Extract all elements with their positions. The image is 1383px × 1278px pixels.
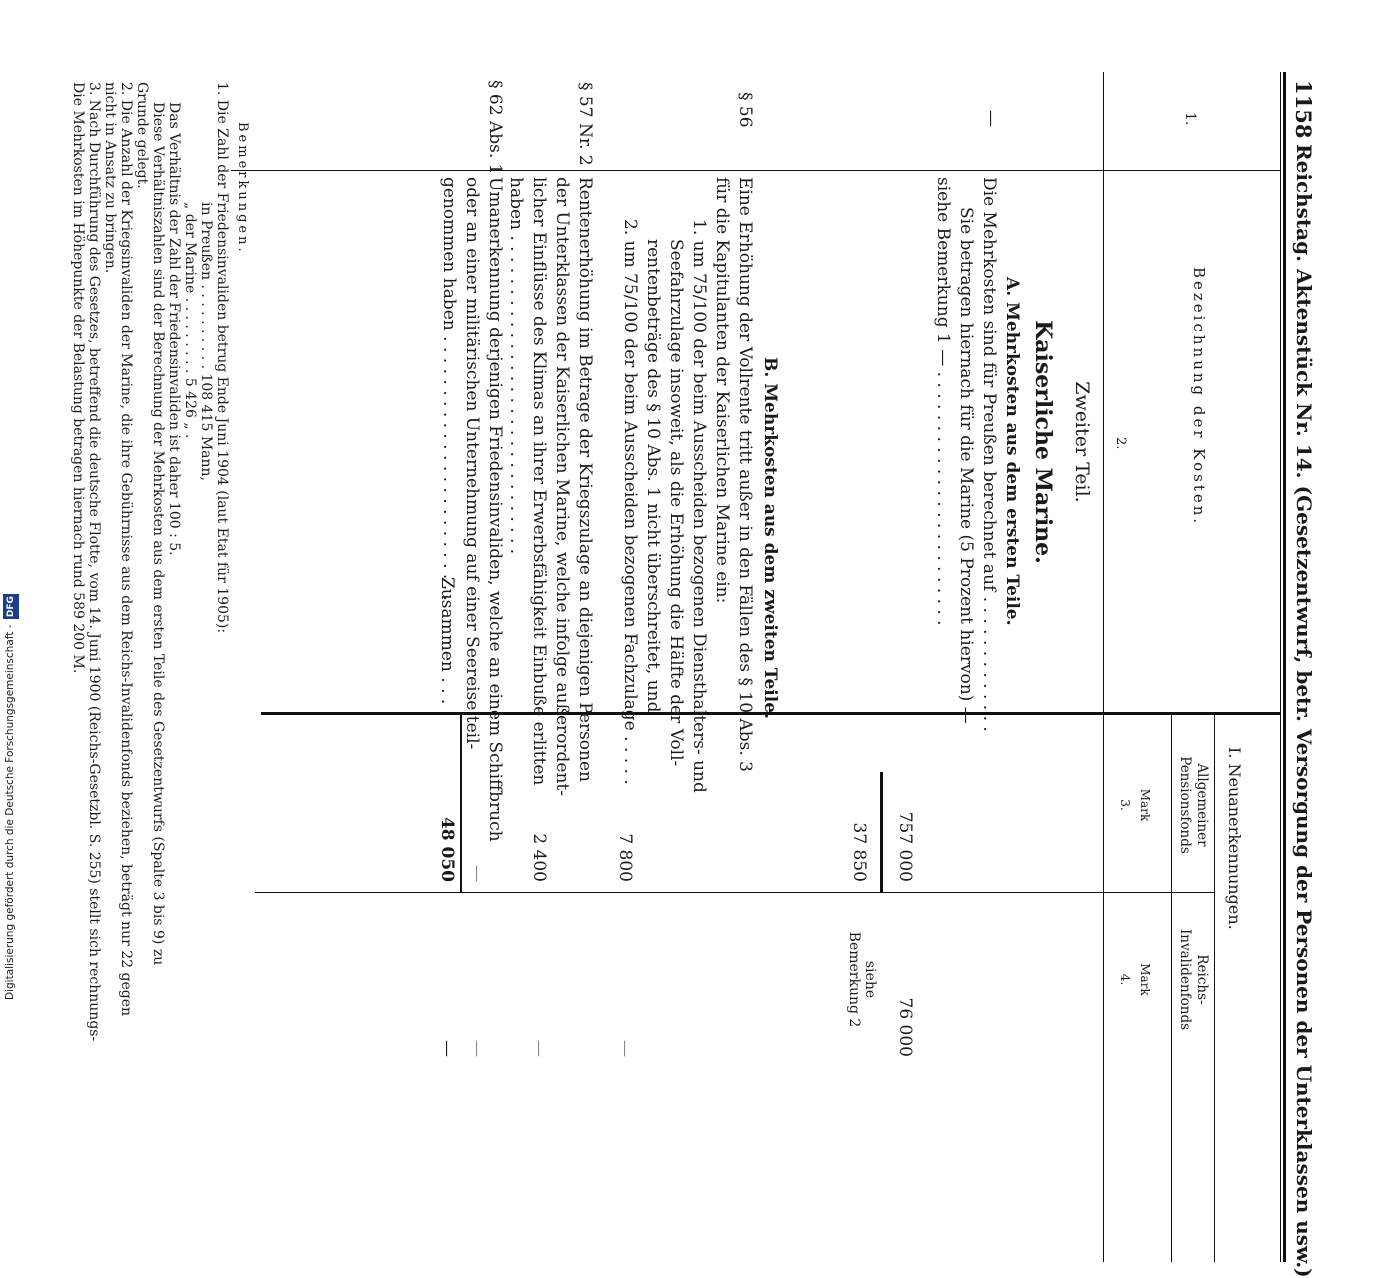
row4-ref: § 62 Abs. 1 xyxy=(485,80,505,175)
row4-text: Umanerkennung derjenigen Friedensinvaliden, welche an einem Schiffbruch oder an einer militärischen Unternehmung auf einer Seereise teil- genommen haben . . . . . . . . . . . . . . . . . . . . . . . . . xyxy=(439,177,505,842)
total-col3: 48 050 xyxy=(437,816,457,882)
col1-divider xyxy=(231,170,1281,171)
col2-title: Bezeichnung der Kosten. xyxy=(1190,267,1208,527)
col3-divider xyxy=(255,892,1215,893)
remarks-title: Bemerkungen. xyxy=(235,122,250,255)
row1-col4-b: siehe Bemerkung 2 xyxy=(846,931,878,1028)
total-label: Zusammen . . . xyxy=(437,577,457,705)
row1-ref: — xyxy=(981,110,1001,127)
part-title: Zweiter Teil. xyxy=(1071,381,1093,503)
row1-col4-a: 76 000 xyxy=(895,997,915,1057)
row2-ref: § 56 xyxy=(735,92,755,128)
digitization-credit xyxy=(2,596,22,1000)
col4-number: 4. xyxy=(1118,973,1132,986)
credit-text: Digitalisierung gefördert durch die Deutsche Forschungsgemeinschaft - xyxy=(4,624,16,1000)
row2-col3: 7 800 xyxy=(615,833,635,882)
row3-col4: — xyxy=(529,1040,549,1057)
total-col4: — xyxy=(437,1040,457,1057)
subsection-b: B. Mehrkosten aus dem zweiten Teile. xyxy=(760,357,780,719)
running-title: Reichstag. Aktenstück Nr. 14. (Gesetzentwurf, betr. Versorgung der Personen der Unterklassen usw.) xyxy=(1292,144,1316,1278)
subsection-a: A. Mehrkosten aus dem ersten Teile. xyxy=(1002,277,1022,626)
row2-col4: — xyxy=(615,1040,635,1057)
table-top-rule xyxy=(1283,72,1286,1262)
navy-title: Kaiserliche Marine. xyxy=(1030,320,1056,564)
col3-number: 3. xyxy=(1118,799,1132,811)
col3-unit: Mark xyxy=(1138,788,1152,822)
col3-subtotal-rule xyxy=(880,772,883,892)
remarks-body: 1. Die Zahl der Friedensinvaliden betrug Ende Juni 1904 (laut Etat für 1905): in Preußen . . . . . . . . . . 108 415 Mann, „ der Marine . . . . . . . . . 5 426 „ . Das Verhältnis der Zahl der Friedensinvaliden ist daher 100 : 5. Diese Verhältniszahlen sind der Berechnung der Mehrkosten aus dem ersten Teile des Gesetzentwurfs (Spalte 3 bis 9) zu Grunde gelegt. 2. Die Anzahl der Kriegsinvaliden der Marine, die ihre Gebührnisse aus dem Reichs-Invalidenfonds beziehen, beträgt nur 22 gegen nicht in Ansatz zu bringen. 3. Nach Durchführung des Gesetzes, betreffend die deutsche Flotte, vom 14. Juni 1900 (Reichs-Gesetzbl. S. 255) stellt sich rechnungs- Die Mehrkosten im Höhepunkte der Belastung betragen hiernach rund 589 200 M. xyxy=(70,82,230,1042)
page-number: 1158 xyxy=(1291,80,1316,139)
row3-col3: 2 400 xyxy=(529,833,549,882)
col4-header: Reichs- Invalidenfonds xyxy=(1177,928,1210,1031)
group-rule xyxy=(1214,712,1215,1262)
row1-text: Die Mehrkosten sind für Preußen berechnet auf . . . . . . . . . . . . . Sie betragen hiernach für die Marine (5 Prozent hiervon) — siehe Bemerkung 1 — . . . . . . . . . . . . . . . . . . . . . . . . xyxy=(933,177,999,732)
col1-number: 1. xyxy=(1182,112,1198,126)
table-top-rule-thin xyxy=(1280,72,1281,1262)
row2-text: Eine Erhöhung der Vollrente tritt außer in den Fällen des § 10 Abs. 3 für die Kapitulanten der Kaiserlichen Marine ein: 1. um 75/100 der beim Ausscheiden bezogenen Diensthalters- und Seefahrzulage insoweit, als die Erhöhung die Hälfte der Voll- rentenbeträge des § 10 Abs. 1 nicht überschreitet, und 2. um 75/100 der beim Ausscheiden bezogenen Fachzulage . . . . . xyxy=(620,177,755,793)
row1-col3-b: 37 850 xyxy=(849,822,869,882)
rotated-document-page xyxy=(70,72,1318,1278)
col4-unit: Mark xyxy=(1138,963,1152,996)
row4-col3: — xyxy=(467,865,487,882)
col2-number: 2. xyxy=(1113,437,1128,450)
group-title: I. Neuanerkennungen. xyxy=(1225,747,1244,930)
row3-text: Rentenerhöhung im Betrage der Kriegszulage an diejenigen Personen der Unterklassen der Kaiserlichen Marine, welche infolge außerordent- licher Einflüsse des Klimas an ihrer Erwerbsfähigkeit Einbuße erlitten haben . . . . . . . . . . . . . . . . . . . . . . . . . . . . . . xyxy=(506,177,595,796)
col3-header: Allgemeiner Pensionsfonds xyxy=(1177,756,1210,854)
header-bottom-rule xyxy=(1103,72,1104,1262)
dfg-logo: DFG xyxy=(3,594,19,619)
row1-col3-a: 757 000 xyxy=(895,811,915,882)
row4-col4: — xyxy=(467,1040,487,1057)
row3-ref: § 57 Nr. 2 xyxy=(575,82,595,166)
colnum-rule xyxy=(1171,712,1172,1262)
